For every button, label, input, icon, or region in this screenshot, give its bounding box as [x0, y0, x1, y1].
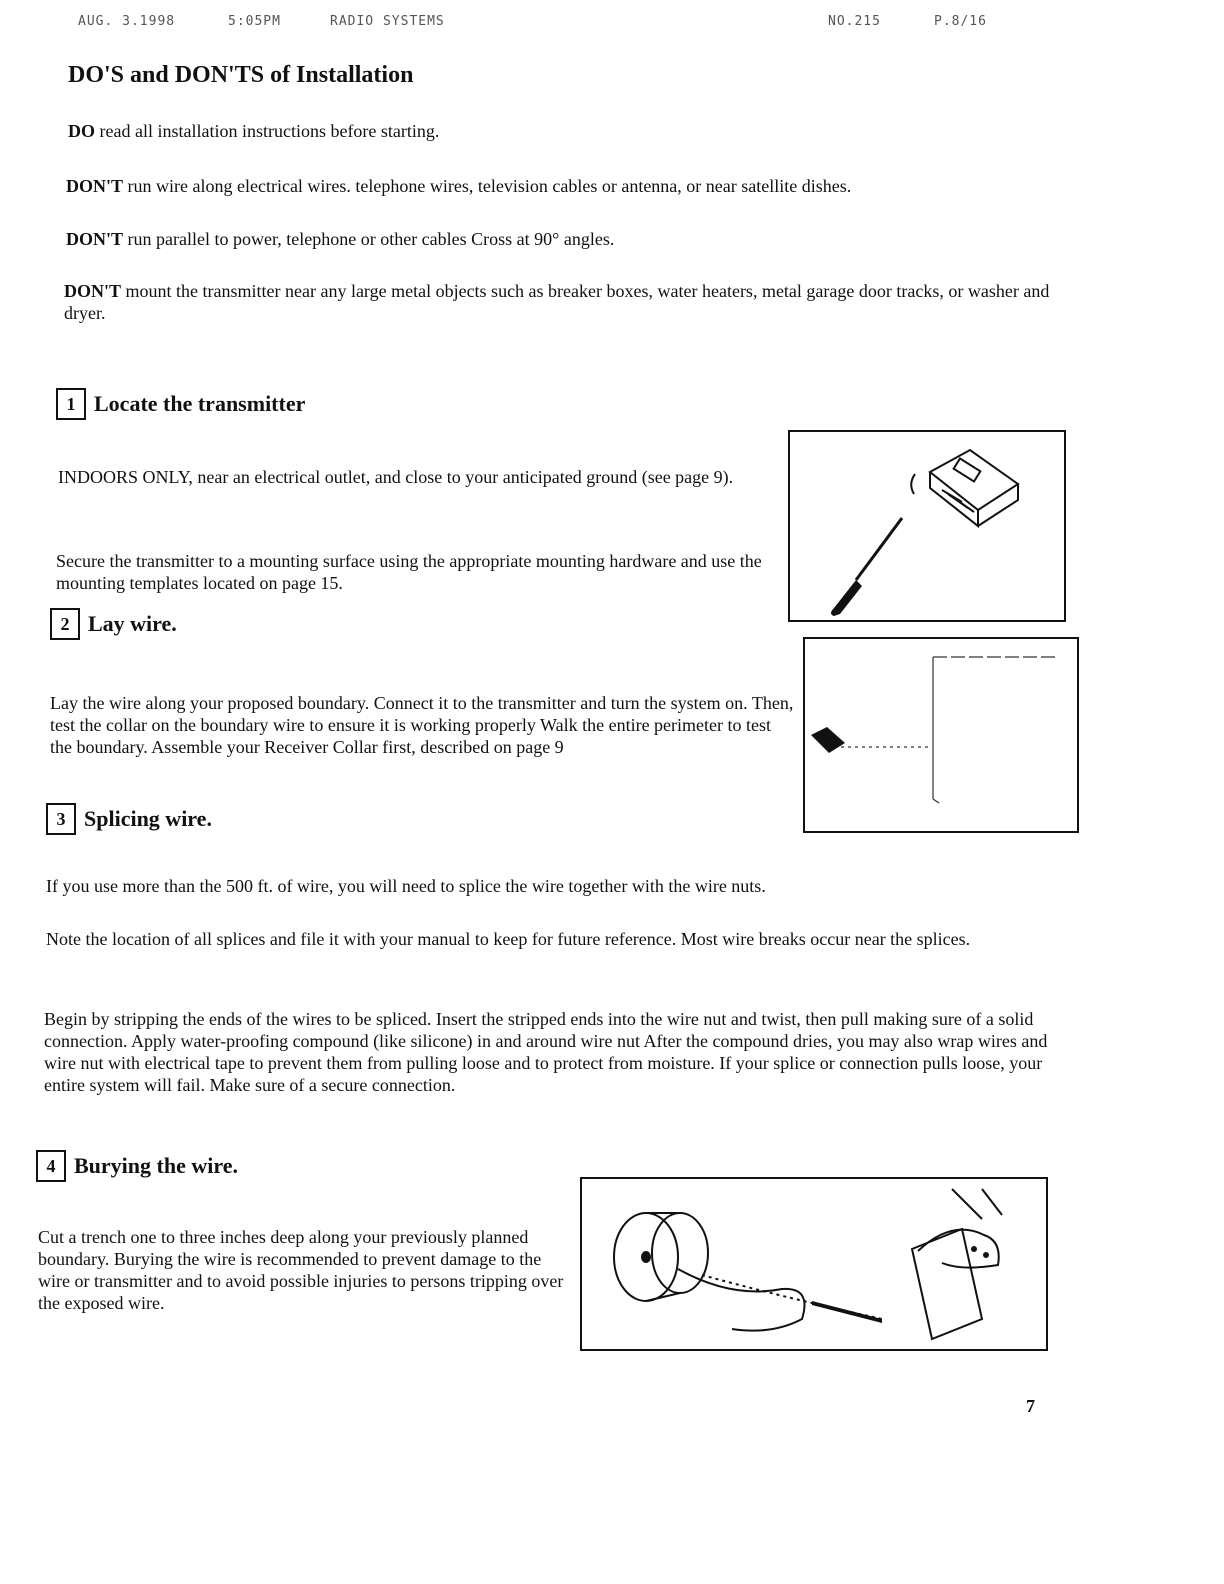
- rule-keyword: DON'T: [66, 229, 124, 249]
- step-2-heading: [50, 608, 177, 640]
- step-number-box: 4: [36, 1150, 66, 1182]
- step-3-paragraph-1: If you use more than the 500 ft. of wire, you will need to splice the wire together with the wire nuts.: [46, 876, 766, 896]
- rule-dont-run-along: [66, 175, 1066, 197]
- step-title: Burying the wire.: [74, 1153, 238, 1178]
- step-3-paragraph-2: Note the location of all splices and file it with your manual to keep for future reference. Most wire breaks occur near the splices.: [46, 929, 971, 949]
- step-3-heading: [46, 803, 212, 835]
- rule-keyword: DO: [68, 121, 95, 141]
- rule-text: run wire along electrical wires. telephone wires, television cables or antenna, or near satellite dishes.: [127, 176, 852, 196]
- page-number: 7: [1026, 1396, 1035, 1416]
- step-1-heading: [56, 388, 305, 420]
- transmitter-screwdriver-illustration: [788, 430, 1066, 622]
- fax-date: AUG. 3.1998: [78, 14, 176, 29]
- boundary-layout-illustration: [803, 637, 1079, 833]
- rule-dont-run-parallel: [66, 228, 1066, 250]
- rule-text: read all installation instructions before starting.: [99, 121, 440, 141]
- step-number-box: 3: [46, 803, 76, 835]
- step-4-heading: [36, 1150, 238, 1182]
- page-title: DO'S and DON'TS of Installation: [68, 62, 414, 88]
- step-title: Splicing wire.: [84, 806, 212, 831]
- rule-do-read: [68, 120, 1068, 142]
- rule-keyword: DON'T: [64, 281, 122, 301]
- step-number-box: 1: [56, 388, 86, 420]
- fax-page: P.8/16: [934, 14, 987, 29]
- fax-time: 5:05PM: [228, 14, 281, 29]
- fax-number: NO.215: [828, 14, 881, 29]
- wire-spool-burying-illustration: [580, 1177, 1048, 1351]
- step-1-paragraph-2: Secure the transmitter to a mounting surface using the appropriate mounting hardware and use the mounting templates located on page 15.: [56, 551, 762, 593]
- rule-keyword: DON'T: [66, 176, 124, 196]
- step-2-paragraph: Lay the wire along your proposed boundary. Connect it to the transmitter and turn the system on. Then, test the collar on the boundary wire to ensure it is working properly Walk the entire perimeter to test the boundary. Assemble your Receiver Collar first, described on page 9: [50, 693, 794, 757]
- step-number-box: 2: [50, 608, 80, 640]
- fax-company: RADIO SYSTEMS: [330, 14, 445, 29]
- rule-dont-mount: [64, 280, 1064, 324]
- rule-text: mount the transmitter near any large metal objects such as breaker boxes, water heaters, metal garage door tracks, or washer and dryer.: [64, 281, 1050, 323]
- step-title: Locate the transmitter: [94, 391, 306, 416]
- step-1-paragraph-1: INDOORS ONLY, near an electrical outlet, and close to your anticipated ground (see page 9).: [58, 467, 734, 487]
- rule-text: run parallel to power, telephone or other cables Cross at 90° angles.: [127, 229, 615, 249]
- step-title: Lay wire.: [88, 611, 177, 636]
- step-4-paragraph: Cut a trench one to three inches deep along your previously planned boundary. Burying the wire is recommended to prevent damage to the wire or transmitter and to avoid possible injuries to persons tripping over the exposed wire.: [38, 1227, 564, 1313]
- step-3-paragraph-3: Begin by stripping the ends of the wires to be spliced. Insert the stripped ends into the wire nut and twist, then pull making sure of a solid connection. Apply water-proofing compound (like silicone) in and around wire nut After the compound dries, you may also wrap wires and wire nut with electrical tape to prevent them from pulling loose and to protect from moisture. If your splice or connection pulls loose, your entire system will fail. Make sure of a secure connection.: [44, 1009, 1048, 1095]
